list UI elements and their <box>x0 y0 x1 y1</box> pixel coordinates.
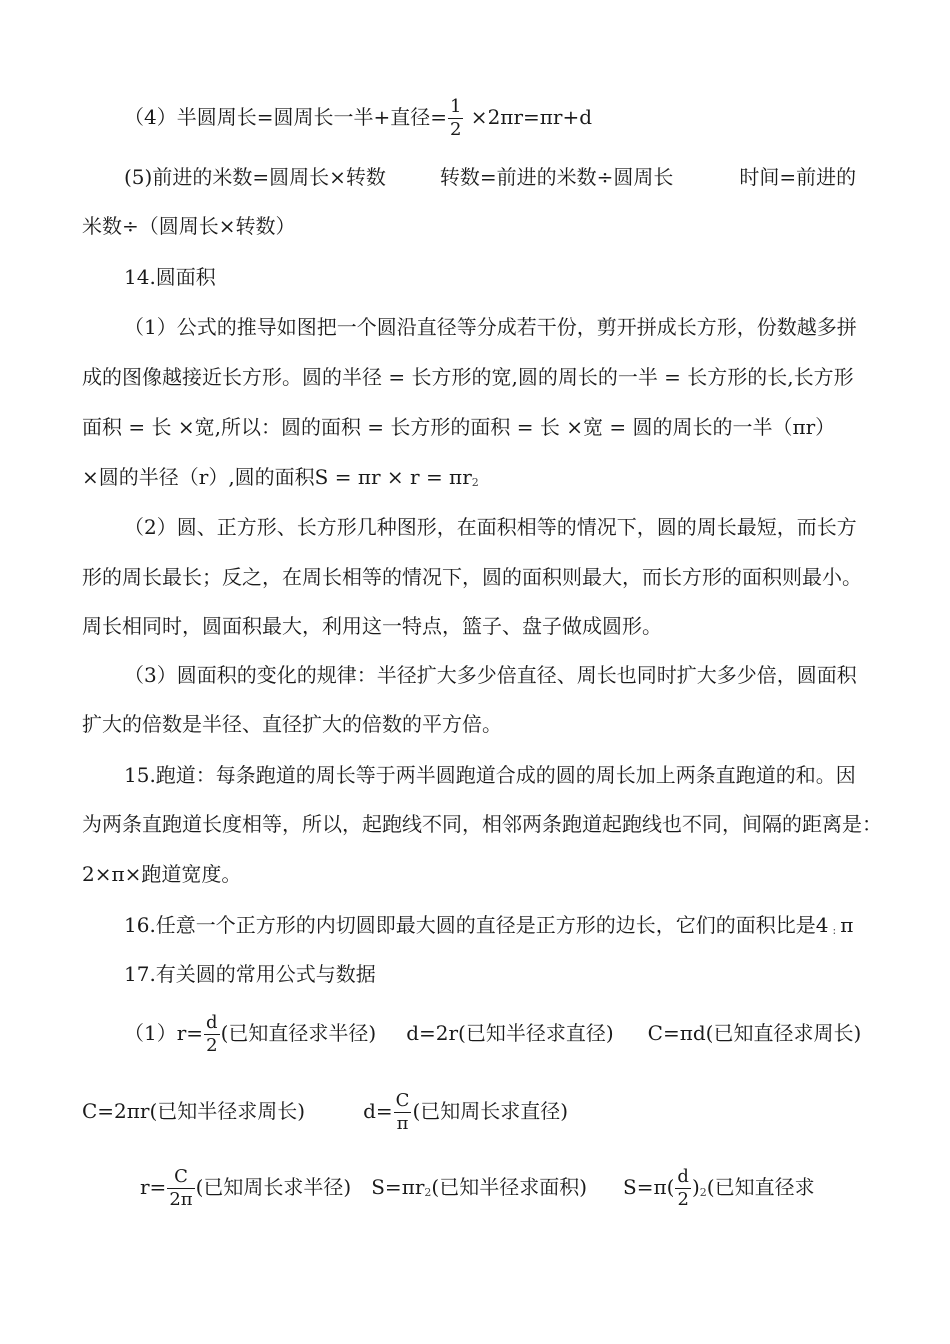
section-running-track: 15.跑道：每条跑道的周长等于两半圆跑道合成的圆的周长加上两条直跑道的和。因 <box>124 763 856 787</box>
paragraph-line: 成的图像越接近长方形。圆的半径 = 长方形的宽,圆的周长的一半 = 长方形的长,长方形 <box>82 365 854 389</box>
fraction-denominator: π <box>396 1113 409 1134</box>
text-segment: 转数=前进的米数÷圆周长 <box>439 165 674 189</box>
semicircle-perimeter-line <box>124 96 872 141</box>
text-segment: S=π( <box>623 1175 675 1199</box>
fraction-c-over-pi <box>394 1090 412 1135</box>
section-heading-circle-area: 14.圆面积 <box>124 265 216 289</box>
text-segment: （1）r= <box>124 1021 204 1045</box>
text-segment: (已知半径求面积) <box>431 1175 588 1199</box>
fraction-c-over-2pi <box>167 1166 194 1211</box>
fraction-numerator: C <box>167 1166 194 1189</box>
text-segment: d=2r(已知半径求直径) <box>406 1021 614 1045</box>
fraction-numerator: d <box>677 1166 689 1187</box>
text-segment: (已知直径求半径) <box>220 1021 377 1045</box>
formula-row <box>82 1090 872 1135</box>
fraction-denominator: 2 <box>450 119 462 140</box>
text-segment: ×圆的半径（r）,圆的面积S = πr × r = πr <box>82 465 472 489</box>
formula-row <box>140 1166 872 1211</box>
paragraph-line: 米数÷（圆周长×转数） <box>82 214 296 238</box>
fraction-d-over-2 <box>675 1166 691 1211</box>
text-segment: r= <box>140 1175 167 1199</box>
paragraph-line: 2×π×跑道宽度。 <box>82 862 242 886</box>
fraction-one-half <box>448 96 463 141</box>
fraction-denominator: 2 <box>206 1035 218 1056</box>
paragraph-line: （3）圆面积的变化的规律：半径扩大多少倍直径、周长也同时扩大多少倍，圆面积 <box>124 663 857 687</box>
fraction-denominator: 2π <box>169 1189 193 1210</box>
paragraph-line: （1）公式的推导如图把一个圆沿直径等分成若干份，剪开拼成长方形，份数越多拼 <box>124 315 857 339</box>
paragraph-line: 面积 = 长 ×宽,所以：圆的面积 = 长方形的面积 = 长 ×宽 = 圆的周长的一半（πr） <box>82 415 836 439</box>
distance-formula-line <box>124 163 872 191</box>
text-segment: ) <box>691 1175 700 1199</box>
paragraph-line: 扩大的倍数是半径、直径扩大的倍数的平方倍。 <box>82 712 502 736</box>
ratio-separator: : <box>832 924 837 937</box>
text-segment: C=πd(已知直径求周长) <box>647 1021 862 1045</box>
fraction-numerator: d <box>206 1012 218 1033</box>
paragraph-line <box>82 463 872 497</box>
superscript: 2 <box>471 476 479 489</box>
text-segment: (已知周长求半径) <box>195 1175 352 1199</box>
text-segment: d= <box>363 1099 393 1123</box>
formula-row <box>124 1012 872 1057</box>
text-segment: π <box>840 913 854 937</box>
fraction-numerator: 1 <box>450 96 462 117</box>
paragraph-line: 形的周长最长；反之，在周长相等的情况下，圆的面积则最大，而长方形的面积则最小。 <box>82 565 862 589</box>
text-segment: ×2πr=πr+d <box>464 105 593 129</box>
paragraph-line: （2）圆、正方形、长方形几种图形，在面积相等的情况下，圆的周长最短，而长方 <box>124 515 857 539</box>
text-segment: 时间=前进的 <box>739 165 857 189</box>
text-segment: C=2πr(已知半径求周长) <box>82 1099 306 1123</box>
superscript: 2 <box>699 1186 707 1199</box>
text-segment: S=πr <box>371 1175 425 1199</box>
paragraph-line: 为两条直跑道长度相等，所以，起跑线不同，相邻两条跑道起跑线也不同，间隔的距离是： <box>82 812 882 836</box>
paragraph-line: 周长相同时，圆面积最大，利用这一特点，篮子、盘子做成圆形。 <box>82 614 662 638</box>
text-segment: (5)前进的米数=圆周长×转数 <box>124 165 386 189</box>
text-segment: (已知直径求 <box>706 1175 815 1199</box>
text-segment: 16.任意一个正方形的内切圆即最大圆的直径是正方形的边长，它们的面积比是4 <box>124 913 829 937</box>
fraction-denominator: 2 <box>677 1189 689 1210</box>
section-inscribed-circle <box>124 911 872 945</box>
fraction-numerator: C <box>395 1090 410 1111</box>
section-circle-formulas: 17.有关圆的常用公式与数据 <box>124 962 376 986</box>
text-segment: （4）半圆周长=圆周长一半+直径= <box>124 105 447 129</box>
text-segment: (已知周长求直径) <box>412 1099 569 1123</box>
fraction-d-over-2 <box>204 1012 220 1057</box>
superscript: 2 <box>424 1186 432 1199</box>
